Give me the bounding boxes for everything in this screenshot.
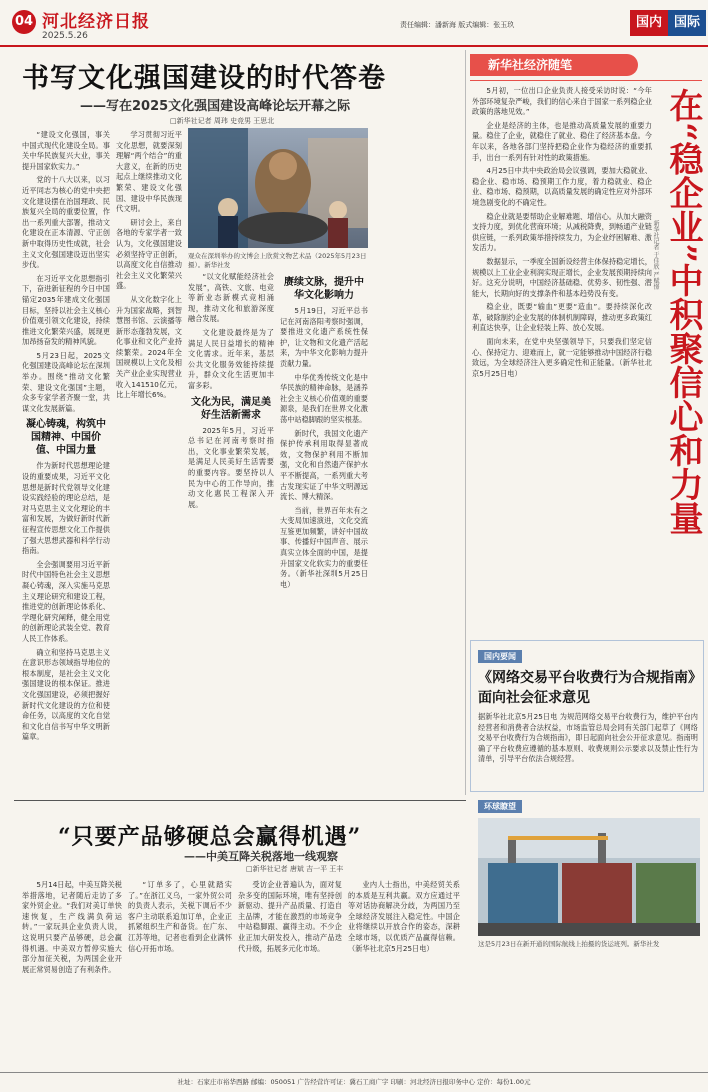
bottom-byline: □新华社记者 唐斌 吉一平 王丰	[246, 865, 344, 873]
main-column-1	[22, 130, 110, 790]
bottom-photo-caption: 这是5月23日在新开通的国际航线上拍摄的货运班列。新华社发	[478, 940, 660, 948]
bottom-column-4: 业内人士指出，中美经贸关系的本质是互利共赢。双方应通过平等对话协商解决分歧，为两国乃至全球经济发展注入稳定性。中国企业将继续以开放合作的姿态，深耕全球市场，以优质产品赢得信赖。（新华社北京5月25日电）	[348, 880, 460, 953]
paragraph: 5月19日，习近平总书记在河南洛阳考察时强调，要推进文化遗产系统性保护，让文物和文化遗产活起来，为中华文化影响力提升贡献力量。	[280, 306, 368, 368]
bottom-column-1: 5月14日起，中美互降关税举措落地，记者随后走访了多家外贸企业。“我们对美订单快速恢复，生产线满负荷运转。”一家玩具企业负责人说，这说明只要产品够硬，总会赢得机遇。中美双方暂停实施大部分加征关税，为两国企业开展正常贸易创造了有利条件。	[22, 880, 122, 974]
paragraph: 在习近平文化思想指引下，奋进新征程的今日中国锚定2035年建成文化强国目标，坚持以社会主义核心价值观引领文化建设，持续推进文化繁荣兴盛，展现更加昂扬奋发的精神风貌。	[22, 273, 110, 347]
paragraph: 学习贯彻习近平文化思想，就要深刻理解“两个结合”的重大意义，在新的历史起点上继续推动文化繁荣、建设文化强国、建设中华民族现代文明。	[116, 130, 182, 214]
paragraph: 5月23日起，2025文化强国建设高峰论坛在深圳举办。围绕“推动文化繁荣、建设文化强国”主题，众多专家学者齐聚一堂，共谋文化发展新篇。	[22, 350, 110, 413]
news-brief-badge: 国内要闻	[478, 650, 522, 663]
paragraph: 稳企业就是要帮助企业解难题、增信心。从加大融资支持力度，到优化营商环境；从减税降费，到畅通产业链供应链，一系列政策举措持续发力，为企业纾困解难、激发活力。	[472, 211, 652, 253]
paragraph: 企业是经济的主体，也是推动高质量发展的重要力量。稳住了企业，就稳住了就业、稳住了经济基本盘。今年以来，各地各部门坚持把稳企业作为稳经济的重要抓手，出台一系列有针对性的政策措施。	[472, 120, 652, 162]
paragraph: 数据显示，一季度全国新设经营主体保持稳定增长，规模以上工业企业利润实现正增长，企业发展预期持续向好。这充分说明，中国经济基础稳、优势多、韧性强、潜能大，长期向好的支撑条件和基本趋势没有变。	[472, 256, 652, 298]
page-header	[0, 0, 708, 46]
section-divider	[14, 800, 466, 801]
masthead-logo: 河北经济日报	[42, 12, 150, 32]
section-tag	[630, 10, 706, 36]
paragraph: 面向未来，在党中央坚强领导下，只要我们坚定信心、保持定力、迎难而上，就一定能够推动中国经济行稳致远，为全球经济注入更多确定性和正能量。（新华社北京5月25日电）	[472, 337, 652, 378]
header-divider	[0, 45, 708, 47]
paragraph: 新时代，我国文化遗产保护传承利用取得显著成效，文物保护利用不断加强，文化和自然遗产保护水平不断提高，一系列重大考古发现实证了中华文明源远流长、博大精深。	[280, 428, 368, 502]
main-column-2	[116, 130, 182, 790]
issue-date: 2025.5.26	[42, 31, 88, 41]
commentary-rule	[470, 80, 702, 81]
column-divider	[465, 50, 466, 795]
paragraph: 全会强调要用习近平新时代中国特色社会主义思想凝心铸魂，深入实施马克思主义理论研究和建设工程，推进党的创新理论体系化、学理化研究阐释，健全用党的创新理论武装全党、教育人民工作体系。	[22, 559, 110, 643]
bottom-headline: “只要产品够硬总会赢得机遇”	[58, 824, 362, 850]
bottom-subhead: ——中美互降关税落地一线观察	[184, 850, 338, 863]
main-subhead: ——写在2025文化强国建设高峰论坛开幕之际	[80, 99, 351, 114]
paragraph: 从文化数字化上升为国家战略，到智慧图书馆、云演播等新形态蓬勃发展，文化事业和文化产业持续繁荣。2024年全国规模以上文化及相关产业企业实现营业收入141510亿元，比上年增长6%。	[116, 294, 182, 400]
main-photo	[188, 128, 368, 248]
news-brief-headline: 《网络交易平台收费行为合规指南》面向社会征求意见	[478, 670, 695, 706]
paragraph: 5月初，一位出口企业负责人接受采访时说：“今年外部环境复杂严峻，我们的信心来自于国家一系列稳企业政策的落地见效。”	[472, 86, 652, 117]
commentary-badge: 新华社经济随笔	[470, 54, 638, 76]
paragraph: 4月25日中共中央政治局会议强调，要加大稳就业、稳企业、稳市场、稳预期工作力度，着力稳就业、稳企业、稳市场、稳预期，以高质量发展的确定性应对外部环境急剧变化的不确定性。	[472, 166, 652, 207]
paragraph: 中华优秀传统文化是中华民族的精神命脉，是涵养社会主义核心价值观的重要源泉，是我们在世界文化激荡中站稳脚跟的坚实根基。	[280, 372, 368, 424]
paragraph: 文化建设最终是为了满足人民日益增长的精神文化需求。近年来，基层公共文化服务效能持续提升，群众文化生活更加丰富多彩。	[188, 327, 274, 390]
section-tag-domestic: 国内	[630, 10, 668, 36]
paragraph: 2025年5月，习近平总书记在河南考察时指出，文化事业繁荣发展，是满足人民美好生活需要的重要内容。要坚持以人民为中心的工作导向，推动文化惠民工程深入开展。	[188, 425, 274, 509]
paragraph: 稳企业，既要“输血”更要“造血”。要持续深化改革，破除制约企业发展的体制机制障碍，推动更多政策红利直达快享，让企业轻装上阵、放心发展。	[472, 302, 652, 333]
section-subheading: 文化为民，满足美好生活新需求	[191, 396, 271, 421]
page-footer: 社址：石家庄市裕华西路 邮编：050051 广告经营许可证：冀石工商广字 印刷：河北经济日报印务中心 定价：每份1.00元	[0, 1072, 708, 1092]
bottom-column-2: “订单多了，心里就踏实了。”在浙江义乌，一家外贸公司的负责人表示，关税下调后不少客户主动联系追加订单，企业正抓紧组织生产和备货。在广东、江苏等地，记者也看到企业满怀信心开拓市场。	[128, 880, 232, 953]
page-number: 04	[12, 10, 36, 34]
news-brief-body: 据新华社北京5月25日电 为规范网络交易平台收费行为，维护平台内经营者和消费者合法权益，市场监管总局会同有关部门起草了《网络交易平台收费行为合规指南》，即日起面向社会公开征求意见。指南明确了平台收费应遵循的基本原则、收费规则公示要求以及禁止性行为清单，引导平台依法合规经营。	[478, 712, 698, 764]
editor-credits: 责任编辑：潘新海 版式编辑：张玉玖	[400, 21, 515, 29]
section-tag-international: 国际	[668, 10, 706, 36]
main-column-4	[280, 272, 368, 790]
commentary-byline: 新华社记者 于佳欣 严赋憬	[652, 220, 659, 290]
paragraph: 研讨会上，来自各地的专家学者一致认为，文化强国建设必须坚持守正创新，以高度文化自信推动社会主义文化繁荣兴盛。	[116, 217, 182, 291]
paragraph: “建设文化强国，事关中国式现代化建设全局。事关中华民族复兴大业，事关提升国家软实力。”	[22, 130, 110, 171]
photo-section-badge: 环球瞭望	[478, 800, 522, 813]
bottom-photo	[478, 818, 700, 936]
paragraph: “以文化赋能经济社会发展”，高铁、文旅、电竞等新业态新模式竞相涌现，推动文化和旅游深度融合发展。	[188, 272, 274, 324]
photo-caption: 观众在深圳举办的文博会上欣赏文物艺术品（2025年5月23日摄）。新华社发	[188, 252, 367, 269]
commentary-headline: 在“稳企业”中积聚信心和力量	[663, 88, 703, 536]
main-byline: □新华社记者 周玮 史竞男 王思北	[170, 117, 275, 125]
paragraph: 当前，世界百年未有之大变局加速演进，文化交流互鉴更加频繁，讲好中国故事、传播好中国声音、展示真实立体全面的中国，是提升国家文化软实力的重要任务。（新华社深圳5月25日电）	[280, 505, 368, 589]
paragraph: 确立和坚持马克思主义在意识形态领域指导地位的根本制度，是社会主义文化强国建设的根本保证。推进文化强国建设，必须把握好新时代文化建设的方位和使命任务，以高度的文化自觉和文化自信书写中华文明新篇章。	[22, 647, 110, 742]
paragraph: 作为新时代思想理论建设的重要成果，习近平文化思想是新时代党领导文化建设实践经验的理论总结，是对马克思主义文化理论的丰富和发展，为做好新时代新征程宣传思想文化工作提供了强大思想武器和科学行动指南。	[22, 461, 110, 556]
bottom-column-3: 受访企业普遍认为，面对复杂多变的国际环境，唯有坚持创新驱动、提升产品质量、打造自主品牌，才能在激烈的市场竞争中站稳脚跟、赢得主动。不少企业正加大研发投入，推动产品迭代升级，拓展多元化市场。	[238, 880, 342, 953]
main-column-3	[188, 272, 274, 790]
paragraph: 党的十八大以来，以习近平同志为核心的党中央把文化建设摆在治国理政、民族复兴全局的重要位置，作出一系列重大部署，推动文化建设在正本清源、守正创新中取得历史性成就，社会主义文化强国建设迈出坚实步伐。	[22, 175, 110, 270]
main-headline: 书写文化强国建设的时代答卷	[22, 63, 386, 94]
commentary-body	[472, 86, 652, 634]
section-subheading: 赓续文脉，提升中华文化影响力	[284, 277, 364, 301]
section-subheading: 凝心铸魂，构筑中国精神、中国价值、中国力量	[26, 419, 106, 457]
